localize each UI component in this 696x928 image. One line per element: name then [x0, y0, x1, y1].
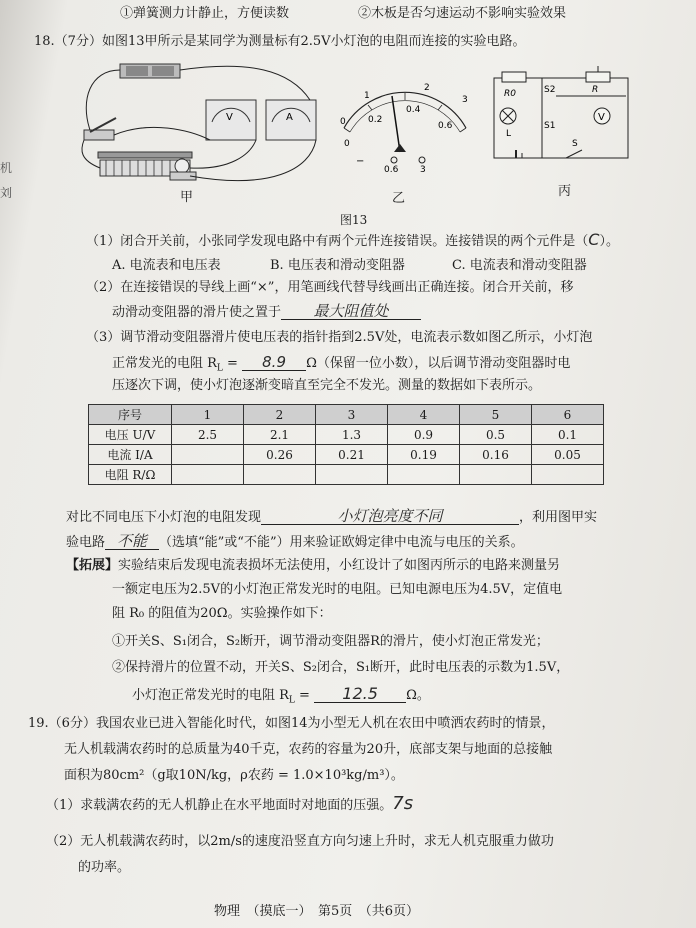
- q18-part3-rl-label: 正常发光的电阻 R: [112, 356, 217, 371]
- q18-part3-line1: （3）调节滑动变阻器滑片使电压表的指针指到2.5V处，电流表示数如图乙所示，小灯泡: [86, 330, 593, 345]
- table-cell: 0.21: [316, 445, 388, 465]
- q18-part1: [86, 232, 619, 250]
- table-cell: 1.3: [316, 425, 388, 445]
- table-cell: 电压 U/V: [89, 425, 172, 445]
- q18-part3-equals: =: [222, 356, 243, 371]
- table-header: 5: [460, 405, 532, 425]
- circuit-label-S: S: [572, 139, 578, 149]
- figure-yi-ammeter-dial: [330, 72, 480, 172]
- q19-part2-line2: 的功率。: [78, 860, 131, 875]
- table-cell: [172, 445, 244, 465]
- figure-label-jia: 甲: [180, 190, 194, 205]
- q18-part2-text: 动滑动变阻器的滑片使之置于: [112, 305, 282, 320]
- dial-tick-outer-1: 1: [364, 91, 370, 101]
- q18-option-c: C. 电流表和滑动变阻器: [452, 258, 587, 273]
- extension-line2: 一额定电压为2.5V的小灯泡正常发光时的电阻。已知电源电压为4.5V，定值电: [112, 582, 563, 597]
- table-header: 1: [172, 405, 244, 425]
- table-cell: 0.26: [244, 445, 316, 465]
- margin-mark-2: 刘: [0, 186, 13, 200]
- figure-jia-circuit: [70, 60, 340, 200]
- table-cell: [460, 465, 532, 485]
- q19-part1: [46, 793, 414, 814]
- table-row: [89, 445, 604, 465]
- table-cell: 0.05: [532, 445, 604, 465]
- dial-tick-outer-2: 2: [424, 83, 430, 93]
- q18-part3-answer: 8.9: [242, 354, 306, 371]
- table-cell: 电流 I/A: [89, 445, 172, 465]
- figure-label-yi: 乙: [392, 191, 406, 206]
- q18-part3-rest: Ω（保留一位小数），以后调节滑动变阻器时电: [306, 356, 571, 371]
- q18-part2-answer: 最大阻值处: [281, 303, 421, 320]
- extension-rl-label: 小灯泡正常发光时的电阻 R: [132, 688, 289, 703]
- table-cell: 0.1: [532, 425, 604, 445]
- extension-unit: Ω。: [406, 688, 430, 703]
- table-cell: [316, 465, 388, 485]
- table-cell: 2.1: [244, 425, 316, 445]
- figure-bing-circuit-diagram: [486, 66, 636, 176]
- svg-text:A: A: [286, 112, 293, 123]
- extension-step3: [132, 686, 430, 709]
- q18-compare-rest: ，利用图甲实: [519, 510, 598, 525]
- table-header: 3: [316, 405, 388, 425]
- dial-tick-inner-2: 0.4: [406, 105, 421, 115]
- svg-text:−: −: [356, 156, 365, 167]
- extension-answer: 12.5: [314, 686, 406, 703]
- dial-tick-outer-3: 3: [462, 95, 468, 105]
- extension-step2: ②保持滑片的位置不动，开关S、S₂闭合，S₁断开，此时电压表的示数为1.5V，: [112, 660, 570, 675]
- extension-rl-sub: L: [288, 695, 295, 706]
- table-cell: 电阻 R/Ω: [89, 465, 172, 485]
- q18-option-b: B. 电压表和滑动变阻器: [270, 258, 405, 273]
- svg-text:V: V: [226, 112, 233, 123]
- extension-line3: 阻 R₀ 的阻值为20Ω。实验操作如下：: [112, 606, 332, 621]
- q18-can-rest: （选填“能”或“不能”）用来验证欧姆定律中电流与电压的关系。: [159, 535, 524, 550]
- q18-part3-line2: [112, 354, 570, 377]
- q18-compare-line2: [66, 533, 524, 551]
- q18-can-answer: 不能: [105, 533, 159, 550]
- extension-line1: [66, 558, 560, 574]
- q18-part3-line3: 压逐次下调，使小灯泡逐渐变暗直至完全不发光。测量的数据如下表所示。: [112, 378, 542, 393]
- circuit-label-S1: S1: [544, 121, 556, 131]
- table-cell: 0.5: [460, 425, 532, 445]
- extension-text: 实验结束后发现电流表损坏无法使用，小红设计了如图丙所示的电路来测量另: [118, 558, 561, 573]
- table-header: 序号: [89, 405, 172, 425]
- page-footer: 物理 （摸底一） 第5页 （共6页）: [214, 904, 420, 919]
- option-1: ①弹簧测力计静止，方便读数: [120, 6, 290, 21]
- q18-part1-text: （1）闭合开关前，小张同学发现电路中有两个元件连接错误。连接错误的两个元件是（: [86, 234, 589, 249]
- q19-part2-line1: （2）无人机载满农药时，以2m/s的速度沿竖直方向匀速上升时，求无人机克服重力做功: [46, 834, 554, 849]
- q18-part1-end: ）。: [599, 234, 619, 249]
- table-header: 2: [244, 405, 316, 425]
- circuit-label-R0: R0: [504, 89, 516, 99]
- table-cell: [172, 465, 244, 485]
- q18-compare-line1: [66, 508, 597, 526]
- dial-tick-inner-0: 0: [344, 139, 350, 149]
- terminal-3: 3: [420, 165, 426, 172]
- table-cell: [244, 465, 316, 485]
- dial-tick-outer-0: 0: [340, 117, 346, 127]
- dial-tick-inner-3: 0.6: [438, 121, 453, 131]
- table-header-row: [89, 405, 604, 425]
- figure-caption: 图13: [340, 213, 368, 227]
- circuit-label-R: R: [592, 85, 599, 95]
- measurement-table: [88, 404, 604, 485]
- circuit-label-S2: S2: [544, 85, 556, 95]
- circuit-label-L: L: [506, 129, 512, 139]
- q18-part3-rl-sub: L: [216, 363, 223, 374]
- q19-line3: 面积为80cm²（g取10N/kg，ρ农药 = 1.0×10³kg/m³）。: [64, 768, 404, 783]
- table-cell: [388, 465, 460, 485]
- table-cell: 0.19: [388, 445, 460, 465]
- table-row: [89, 465, 604, 485]
- q19-line1: 19.（6分）我国农业已进入智能化时代，如图14为小型无人机在农田中喷洒农药时的情景，: [28, 716, 555, 731]
- q18-part2-line2: [112, 303, 421, 321]
- extension-step1: ①开关S、S₁闭合，S₂断开，调节滑动变阻器R的滑片，使小灯泡正常发光；: [112, 634, 549, 649]
- extension-equals: =: [294, 688, 315, 703]
- margin-mark-1: 机: [0, 161, 13, 175]
- table-cell: 2.5: [172, 425, 244, 445]
- q18-part2-line1: （2）在连接错误的导线上画“×”，用笔画线代替导线画出正确连接。闭合开关前，移: [86, 280, 574, 295]
- q19-part1-answer: 7s: [392, 793, 414, 814]
- option-2: ②木板是否匀速运动不影响实验效果: [358, 6, 567, 21]
- dial-tick-inner-1: 0.2: [368, 115, 383, 125]
- q18-compare-text: 对比不同电压下小灯泡的电阻发现: [66, 510, 262, 525]
- table-cell: [532, 465, 604, 485]
- q19-line2: 无人机载满农药时的总质量为40千克，农药的容量为20升，底部支架与地面的总接触: [64, 742, 553, 757]
- q19-part1-text: （1）求载满农药的无人机静止在水平地面时对地面的压强。: [46, 798, 393, 813]
- q18-option-a: A. 电流表和电压表: [112, 258, 221, 273]
- table-cell: 0.16: [460, 445, 532, 465]
- extension-label: 【拓展】: [66, 558, 119, 573]
- q18-experiment-text: 验电路: [66, 535, 106, 550]
- q18-heading: 18.（7分）如图13甲所示是某同学为测量标有2.5V小灯泡的电阻而连接的实验电路。: [34, 34, 526, 49]
- q18-compare-answer: 小灯泡亮度不同: [261, 508, 519, 525]
- table-header: 4: [388, 405, 460, 425]
- circuit-label-V: V: [598, 112, 605, 123]
- table-header: 6: [532, 405, 604, 425]
- terminal-0-6: 0.6: [384, 165, 399, 172]
- q18-part1-answer: C: [588, 230, 600, 249]
- table-row: [89, 425, 604, 445]
- figure-label-bing: 丙: [558, 184, 572, 199]
- table-cell: 0.9: [388, 425, 460, 445]
